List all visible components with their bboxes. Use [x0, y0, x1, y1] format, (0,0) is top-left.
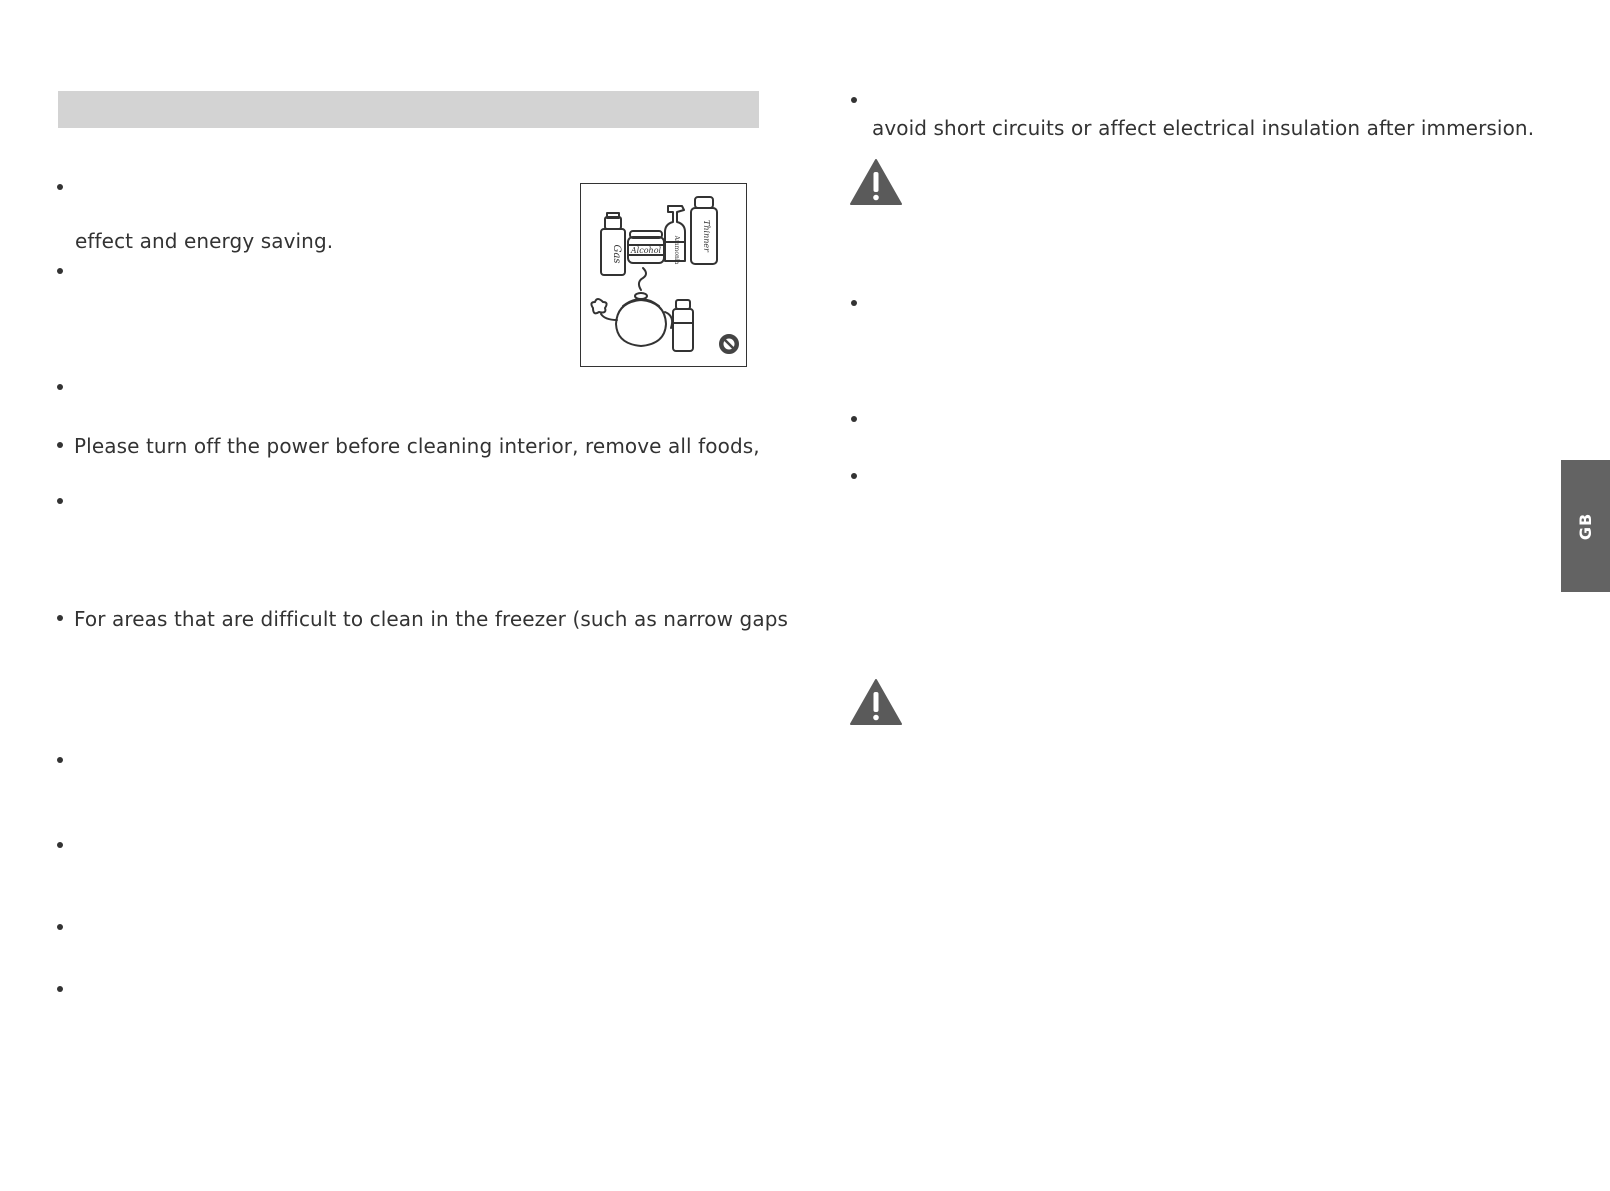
- bottle-label-ammonia: Ammonia: [673, 235, 680, 265]
- bullet-right-1: [851, 97, 857, 103]
- bottle-label-alcohol: Alcohol: [630, 246, 662, 255]
- section-heading-bar: [58, 91, 759, 128]
- bullet-right-2: [851, 300, 857, 306]
- bottle-label-gas: Gas: [611, 244, 622, 264]
- text-line-difficult-areas: For areas that are difficult to clean in the freezer (such as narrow gaps: [74, 607, 789, 631]
- bullet-2: [57, 268, 63, 274]
- side-tab-label: GB: [1575, 512, 1595, 540]
- warning-triangle-icon: [849, 158, 903, 206]
- bullet-3: [57, 384, 63, 390]
- bullet-7: [57, 757, 63, 763]
- language-side-tab: [1561, 460, 1610, 592]
- bullet-right-3: [851, 416, 857, 422]
- bullet-4: [57, 442, 63, 448]
- bullet-1: [57, 184, 63, 190]
- text-line-power-off: Please turn off the power before cleaning interior, remove all foods,: [74, 434, 760, 458]
- bottle-label-thinner: Thinner: [702, 220, 711, 252]
- bullet-right-4: [851, 473, 857, 479]
- warning-triangle-icon-2: [849, 678, 903, 726]
- prohibited-cleaners-illustration: [580, 183, 747, 367]
- text-line-energy-saving: effect and energy saving.: [75, 229, 334, 253]
- bullet-5: [57, 498, 63, 504]
- text-line-immersion: avoid short circuits or affect electrical insulation after immersion.: [872, 116, 1535, 140]
- prohibited-icon: [720, 335, 738, 353]
- bullet-6: [57, 615, 63, 621]
- bullet-8: [57, 842, 63, 848]
- bullet-9: [57, 924, 63, 930]
- bullet-10: [57, 986, 63, 992]
